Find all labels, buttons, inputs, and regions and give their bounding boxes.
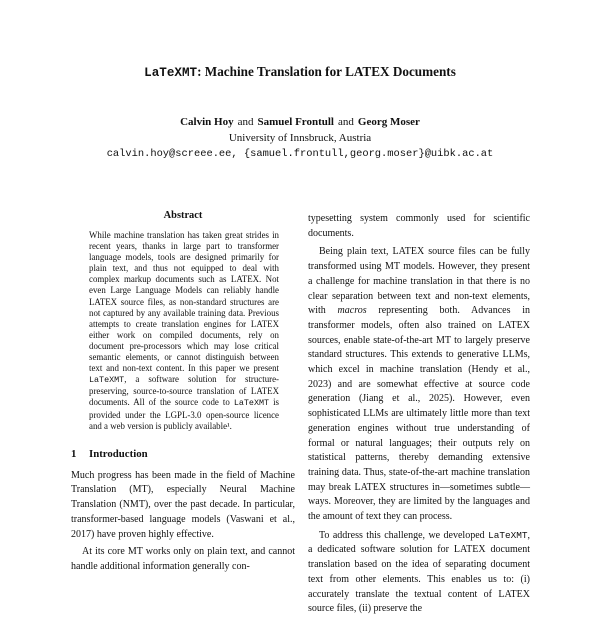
author-1: Calvin Hoy <box>180 116 234 128</box>
body-paragraph-3-part-2: , a dedicated software solution for LATEX document translation based on the idea of separating document text from other elements. This enables us to: (i) accurately translate the textual content of LATEX source files, (ii) preserve the <box>308 529 530 615</box>
author-conjunction-1: and <box>237 116 254 128</box>
body-paragraph-2-italic: macros <box>337 305 367 317</box>
affiliation: University of Innsbruck, Austria <box>228 132 372 144</box>
body-paragraph-2-part-1: Being plain text, LATEX source files can be fully transformed using MT models. However, they present a challenge for machine translation in that there is no clear separation between text and non-text elements, with <box>308 246 530 317</box>
author-3: Georg Moser <box>357 116 420 128</box>
section-number: 1 <box>71 447 77 460</box>
intro-paragraph-2: At its core MT works only on plain text, and cannot handle additional information generally con- <box>71 546 295 572</box>
abstract-text <box>89 230 279 432</box>
author-conjunction-2: and <box>338 116 354 128</box>
author-names <box>0 114 600 130</box>
abstract-heading: Abstract <box>163 210 203 221</box>
title-code-name: LaTeXMT <box>144 66 198 80</box>
abstract-code-name-1: LaTeXMT <box>89 375 125 386</box>
abstract-text-part-3: is provided under the LGPL-3.0 open-source licence and a web version is publicly available¹. <box>89 397 280 431</box>
body-paragraph-2 <box>308 245 530 524</box>
body-code-name: LaTeXMT <box>488 529 528 541</box>
author-block <box>0 114 600 162</box>
body-paragraph-2-part-2: representing both. Advances in transformer models, often also trained on LATEX sources, enable state-of-the-art MT to largely preserve standard structures. This extends to generative LLMs, which excel in machine translation (Hendy et al., 2023) and are somewhat effective at source code generation (Jiang et al., 2025). However, even sophisticated LLMs are ultimately little more than text generation engines without true understanding of formal or natural languages; their outputs rely on statistical patterns, thereby demanding extensive training data. Thus, state-of-the-art machine translation may break LATEX structures in—sometimes subtle—ways. Moreover, they are limited by the languages and the amount of text they can process. <box>308 305 531 523</box>
abstract-text-part-1: While machine translation has taken great strides in recent years, thanks in large part to transformer language models, tools are designed primarily for plain text, and thus not equipped to deal with complex markup documents such as LATEX. Not even Large Language Models can reliably handle LATEX source files, as non-standard structures are not captured by any available training data. Previous attempts to create translation engines for LATEX either work on compiled documents, rely on document pre-processors which may lose critical semantic elements, or cannot distinguish between text and non-text content. In this paper we present <box>89 230 279 374</box>
body-paragraph-1: typesetting system commonly used for scientific documents. <box>308 213 530 239</box>
abstract-code-name-2: LaTeXMT <box>233 398 270 409</box>
paper-title <box>0 64 600 80</box>
title-text: : Machine Translation for LATEX Documents <box>197 64 456 79</box>
left-column <box>71 210 295 575</box>
body-paragraph-3-part-1: To address this challenge, we developed <box>319 529 489 541</box>
author-2: Samuel Frontull <box>257 116 334 128</box>
right-column <box>308 212 530 617</box>
author-emails: calvin.hoy@screee.ee, {samuel.frontull,georg.moser}@uibk.ac.at <box>106 148 494 160</box>
intro-paragraph-1: Much progress has been made in the field of Machine Translation (MT), especially Neural Machine Translation (NMT), over the past decade. In particular, transformer-based language models (Vaswani et al., 2017) have proven highly effective. <box>71 469 295 540</box>
abstract-text-part-2: , a software solution for structure-preserving, source-to-source translation of LATEX documents. All of the source code to <box>89 374 279 408</box>
body-paragraph-3 <box>308 529 530 617</box>
section-heading-introduction <box>71 448 295 460</box>
section-title: Introduction <box>89 447 148 460</box>
